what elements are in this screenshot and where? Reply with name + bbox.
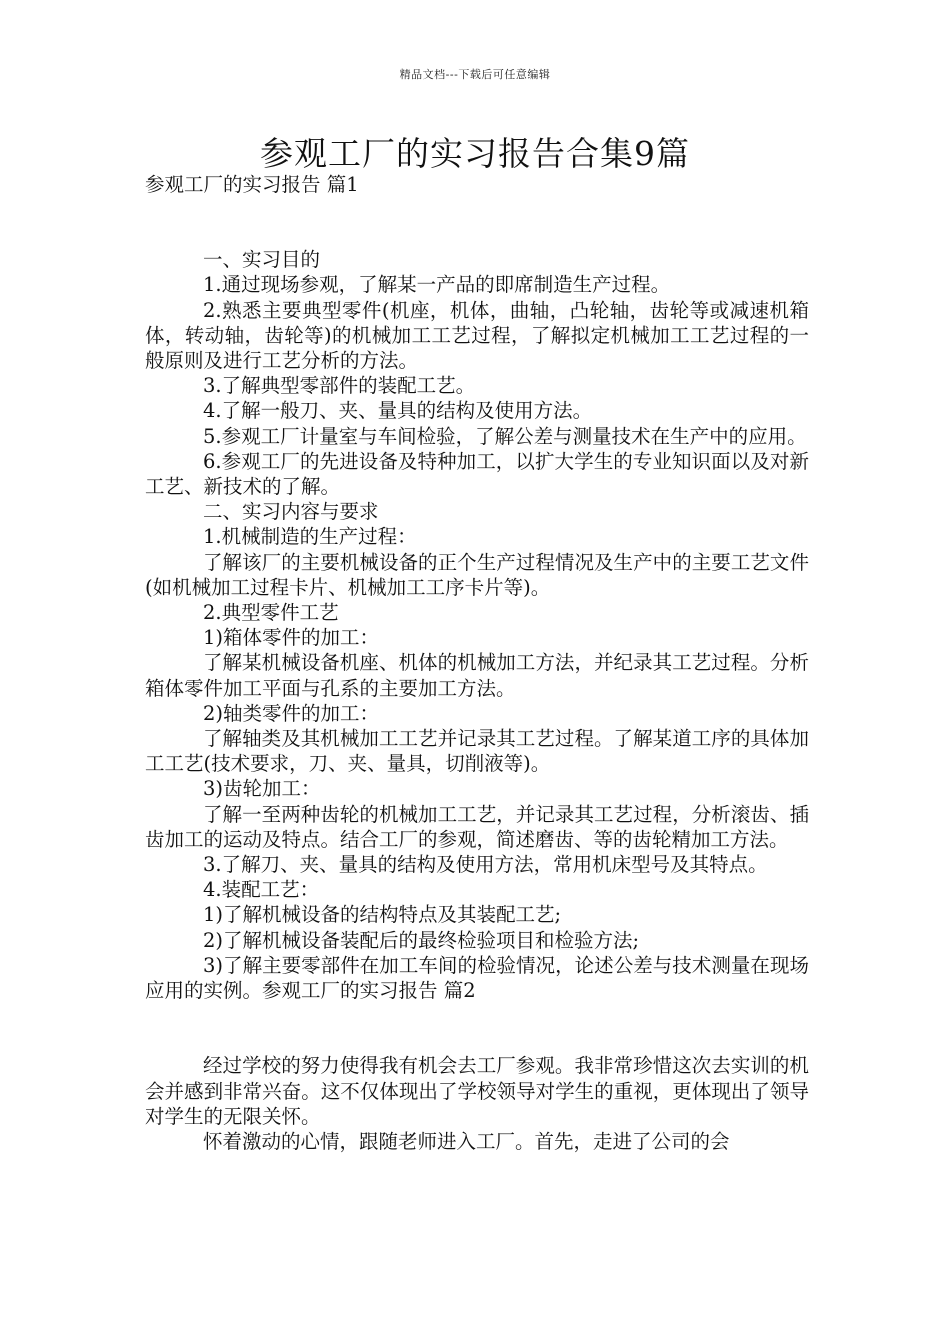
paragraph: 1.机械制造的生产过程： [203,525,417,549]
paragraph: 6.参观工厂的先进设备及特种加工，以扩大学生的专业知识面以及对新工艺、新技术的了解。 [145,449,809,499]
paragraph: 2.熟悉主要典型零件(机座，机体，曲轴，凸轮轴，齿轮等或减速机箱体，转动轴，齿轮等)的机械加工工艺过程，了解拟定机械加工工艺过程的一般原则及进行工艺分析的方法。 [145,298,809,373]
paragraph: 2.典型零件工艺 [203,601,339,625]
spacer [145,1003,809,1053]
paragraph: 1)箱体零件的加工： [203,626,380,650]
paragraph: 二、实习内容与要求 [203,500,379,524]
paragraph: 了解某机械设备机座、机体的机械加工方法，并纪录其工艺过程。分析箱体零件加工平面与孔系的主要加工方法。 [145,651,809,700]
paragraph: 怀着激动的心情，跟随老师进入工厂。首先，走进了公司的会 [203,1129,730,1153]
paragraph: 3.了解典型零部件的装配工艺。 [203,374,476,398]
document-title: 参观工厂的实习报告合集9篇 [260,134,690,173]
paragraph: 1.通过现场参观，了解某一产品的即席制造生产过程。 [203,273,671,297]
paragraph: 1)了解机械设备的结构特点及其装配工艺; [203,903,562,927]
document-body [145,172,809,1154]
page-header: 精品文档---下载后可任意编辑 [399,68,551,81]
spacer [145,197,809,247]
paragraph: 3)齿轮加工： [203,777,321,801]
paragraph: 了解该厂的主要机械设备的正个生产过程情况及生产中的主要工艺文件(如机械加工过程卡片、机械加工工序卡片等)。 [145,550,809,599]
paragraph: 3.了解刀、夹、量具的结构及使用方法，常用机床型号及其特点。 [203,853,768,877]
paragraph: 4.了解一般刀、夹、量具的结构及使用方法。 [203,399,593,423]
paragraph: 一、实习目的 [203,248,321,272]
paragraph: 经过学校的努力使得我有机会去工厂参观。我非常珍惜这次去实训的机会并感到非常兴奋。这不仅体现出了学校领导对学生的重视，更体现出了领导对学生的无限关怀。 [145,1054,809,1128]
paragraph: 5.参观工厂计量室与车间检验，了解公差与测量技术在生产中的应用。 [203,424,807,448]
paragraph: 2)轴类零件的加工： [203,701,380,725]
paragraph: 2)了解机械设备装配后的最终检验项目和检验方法; [203,928,640,952]
paragraph: 3)了解主要零部件在加工车间的检验情况，论述公差与技术测量在现场应用的实例。参观工厂的实习报告 篇2 [145,953,809,1003]
paragraph: 4.装配工艺： [203,878,320,902]
section-heading: 参观工厂的实习报告 篇1 [145,173,359,196]
paragraph: 了解一至两种齿轮的机械加工工艺，并记录其工艺过程，分析滚齿、插齿加工的运动及特点。结合工厂的参观，简述磨齿、等的齿轮精加工方法。 [145,802,809,851]
paragraph: 了解轴类及其机械加工工艺并记录其工艺过程。了解某道工序的具体加工工艺(技术要求，刀、夹、量具，切削液等)。 [145,727,809,776]
